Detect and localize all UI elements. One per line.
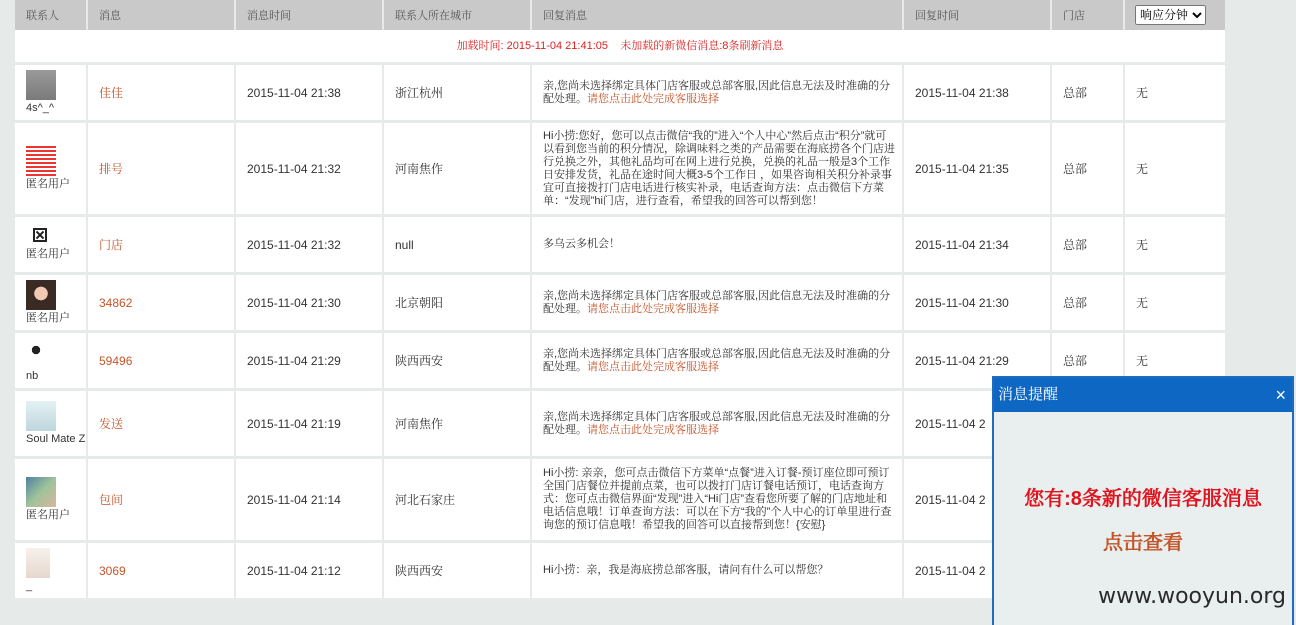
store-cell: 总部	[1052, 217, 1125, 275]
reply-time-cell: 2015-11-04 21:29	[904, 333, 1052, 391]
popup-header	[994, 378, 1292, 412]
contact-cell	[15, 123, 88, 217]
select-service-link[interactable]: 请您点击此处完成客服选择	[587, 302, 719, 315]
table-row	[15, 275, 1225, 333]
popup-view-link[interactable]: 点击查看	[1103, 532, 1183, 554]
contact-name: _	[26, 580, 33, 592]
message-time-cell: 2015-11-04 21:30	[236, 275, 384, 333]
response-minutes-select[interactable]	[1135, 5, 1206, 25]
city-cell: 河南焦作	[384, 123, 532, 217]
message-time-cell: 2015-11-04 21:12	[236, 543, 384, 601]
reply-text: 亲,您尚未选择绑定具体门店客服或总部客服,因此信息无法及时准确的分配处理。	[543, 289, 891, 315]
store-cell: 总部	[1052, 275, 1125, 333]
avatar	[26, 338, 46, 368]
reply-text: Hi小捞: 亲亲，您可点击微信下方菜单“点餐”进入订餐-预订座位即可预订全国门店餐位并提前点菜，也可以拨打门店订餐电话预订，电话查询方式：您可点击微信界面“发现”进入“Hi门店”查看您所要了解的门店地址和电话信息哦！订单查询方法：可以在下方“我的”个人中心的订单里进行查询您的预订信息哦！希望我的回答可以直接帮到您！{安慰}	[543, 467, 892, 531]
header-response-select-cell	[1125, 0, 1225, 30]
header-contact: 联系人	[15, 0, 88, 30]
contact-cell	[15, 543, 88, 601]
select-service-link[interactable]: 请您点击此处完成客服选择	[587, 423, 719, 436]
header-store: 门店	[1052, 0, 1125, 30]
reply-time-cell: 2015-11-04 2	[904, 391, 1052, 459]
reply-time-cell: 2015-11-04 2	[904, 543, 1052, 601]
contact-cell	[15, 459, 88, 543]
banner-row	[15, 30, 1225, 65]
reply-text: 亲,您尚未选择绑定具体门店客服或总部客服,因此信息无法及时准确的分配处理。	[543, 79, 891, 105]
response-cell: 无	[1125, 275, 1225, 333]
store-cell: 总部	[1052, 333, 1125, 391]
reply-cell	[532, 275, 904, 333]
watermark-text: www.wooyun.org	[1098, 584, 1286, 609]
city-cell: 河北石家庄	[384, 459, 532, 543]
refresh-messages-link[interactable]: 刷新消息	[739, 40, 784, 52]
contact-cell	[15, 275, 88, 333]
contact-cell	[15, 391, 88, 459]
popup-new-messages-text: 您有:8条新的微信客服消息	[1024, 488, 1262, 510]
broken-image-icon	[33, 228, 47, 242]
reply-cell	[532, 333, 904, 391]
reply-cell	[532, 65, 904, 123]
reply-time-cell: 2015-11-04 21:35	[904, 123, 1052, 217]
reply-time-cell: 2015-11-04 21:30	[904, 275, 1052, 333]
reply-text: 多乌云多机会！	[543, 238, 620, 250]
message-cell[interactable]: 发送	[88, 391, 236, 459]
contact-name: 匿名用户	[26, 509, 70, 521]
response-cell: 无	[1125, 65, 1225, 123]
header-city: 联系人所在城市	[384, 0, 532, 30]
contact-cell	[15, 65, 88, 123]
reply-time-cell: 2015-11-04 21:34	[904, 217, 1052, 275]
response-cell: 无	[1125, 123, 1225, 217]
table-row	[15, 123, 1225, 217]
response-cell: 无	[1125, 217, 1225, 275]
message-time-cell: 2015-11-04 21:14	[236, 459, 384, 543]
load-time-label: 加载时间: 2015-11-04 21:41:05	[456, 40, 609, 52]
contact-cell	[15, 217, 88, 275]
load-banner	[15, 30, 1225, 65]
reply-cell	[532, 391, 904, 459]
message-alert-popup	[992, 376, 1294, 625]
message-time-cell: 2015-11-04 21:19	[236, 391, 384, 459]
contact-name: nb	[26, 370, 39, 382]
header-message: 消息	[88, 0, 236, 30]
reply-time-cell: 2015-11-04 21:38	[904, 65, 1052, 123]
avatar	[26, 477, 56, 507]
message-cell[interactable]: 34862	[88, 275, 236, 333]
header-message-time: 消息时间	[236, 0, 384, 30]
message-time-cell: 2015-11-04 21:29	[236, 333, 384, 391]
reply-cell	[532, 543, 904, 601]
city-cell: 北京朝阳	[384, 275, 532, 333]
close-icon[interactable]: ×	[1275, 385, 1286, 405]
select-service-link[interactable]: 请您点击此处完成客服选择	[587, 92, 719, 105]
popup-title: 消息提醒	[998, 386, 1059, 403]
reply-text: 亲,您尚未选择绑定具体门店客服或总部客服,因此信息无法及时准确的分配处理。	[543, 347, 891, 373]
avatar	[26, 548, 50, 578]
reply-cell	[532, 459, 904, 543]
message-cell[interactable]: 排号	[88, 123, 236, 217]
contact-name: 匿名用户	[26, 312, 70, 324]
city-cell: 河南焦作	[384, 391, 532, 459]
city-cell: 浙江杭州	[384, 65, 532, 123]
contact-cell	[15, 333, 88, 391]
contact-name: Soul Mate Z	[26, 433, 86, 445]
contact-name: 匿名用户	[26, 178, 70, 190]
header-reply-time: 回复时间	[904, 0, 1052, 30]
unloaded-count-label: 未加载的新微信消息:8条	[620, 40, 740, 52]
reply-text: Hi小捞:您好，您可以点击微信“我的”进入“个人中心”然后点击“积分”就可以看到您当前的积分情况，除调味料之类的产品需要在海底捞各个门店进行兑换之外，其他礼品均可在网上进行兑换，兑换的礼品一般是3个工作日安排发货，礼品在途时间大概3-5个工作日 ，如果咨询相关积分补录事宜可直接拨打门店电话进行核实补录，电话查询方法：点击微信下方菜单：“发现”hi门店，进行查看，希望我的回答可以帮到您！	[543, 129, 895, 207]
message-time-cell: 2015-11-04 21:38	[236, 65, 384, 123]
reply-cell	[532, 123, 904, 217]
avatar	[26, 70, 56, 100]
table-header-row	[15, 0, 1225, 30]
select-service-link[interactable]: 请您点击此处完成客服选择	[587, 360, 719, 373]
city-cell: null	[384, 217, 532, 275]
reply-text: Hi小捞：亲，我是海底捞总部客服，请问有什么可以帮您？	[543, 564, 829, 576]
message-cell[interactable]: 门店	[88, 217, 236, 275]
message-cell[interactable]: 3069	[88, 543, 236, 601]
message-cell[interactable]: 佳佳	[88, 65, 236, 123]
message-cell[interactable]: 包间	[88, 459, 236, 543]
reply-cell	[532, 217, 904, 275]
header-reply: 回复消息	[532, 0, 904, 30]
reply-time-cell: 2015-11-04 2	[904, 459, 1052, 543]
store-cell: 总部	[1052, 65, 1125, 123]
city-cell: 陕西西安	[384, 543, 532, 601]
message-time-cell: 2015-11-04 21:32	[236, 123, 384, 217]
reply-text: 亲,您尚未选择绑定具体门店客服或总部客服,因此信息无法及时准确的分配处理。	[543, 410, 891, 436]
contact-name: 匿名用户	[26, 248, 70, 260]
avatar	[26, 401, 56, 431]
avatar	[26, 146, 56, 176]
table-row	[15, 217, 1225, 275]
message-time-cell: 2015-11-04 21:32	[236, 217, 384, 275]
contact-name: 4s^_^	[26, 102, 55, 114]
response-cell: 无	[1125, 333, 1225, 391]
city-cell: 陕西西安	[384, 333, 532, 391]
message-cell[interactable]: 59496	[88, 333, 236, 391]
avatar	[26, 280, 56, 310]
table-row	[15, 65, 1225, 123]
store-cell: 总部	[1052, 123, 1125, 217]
